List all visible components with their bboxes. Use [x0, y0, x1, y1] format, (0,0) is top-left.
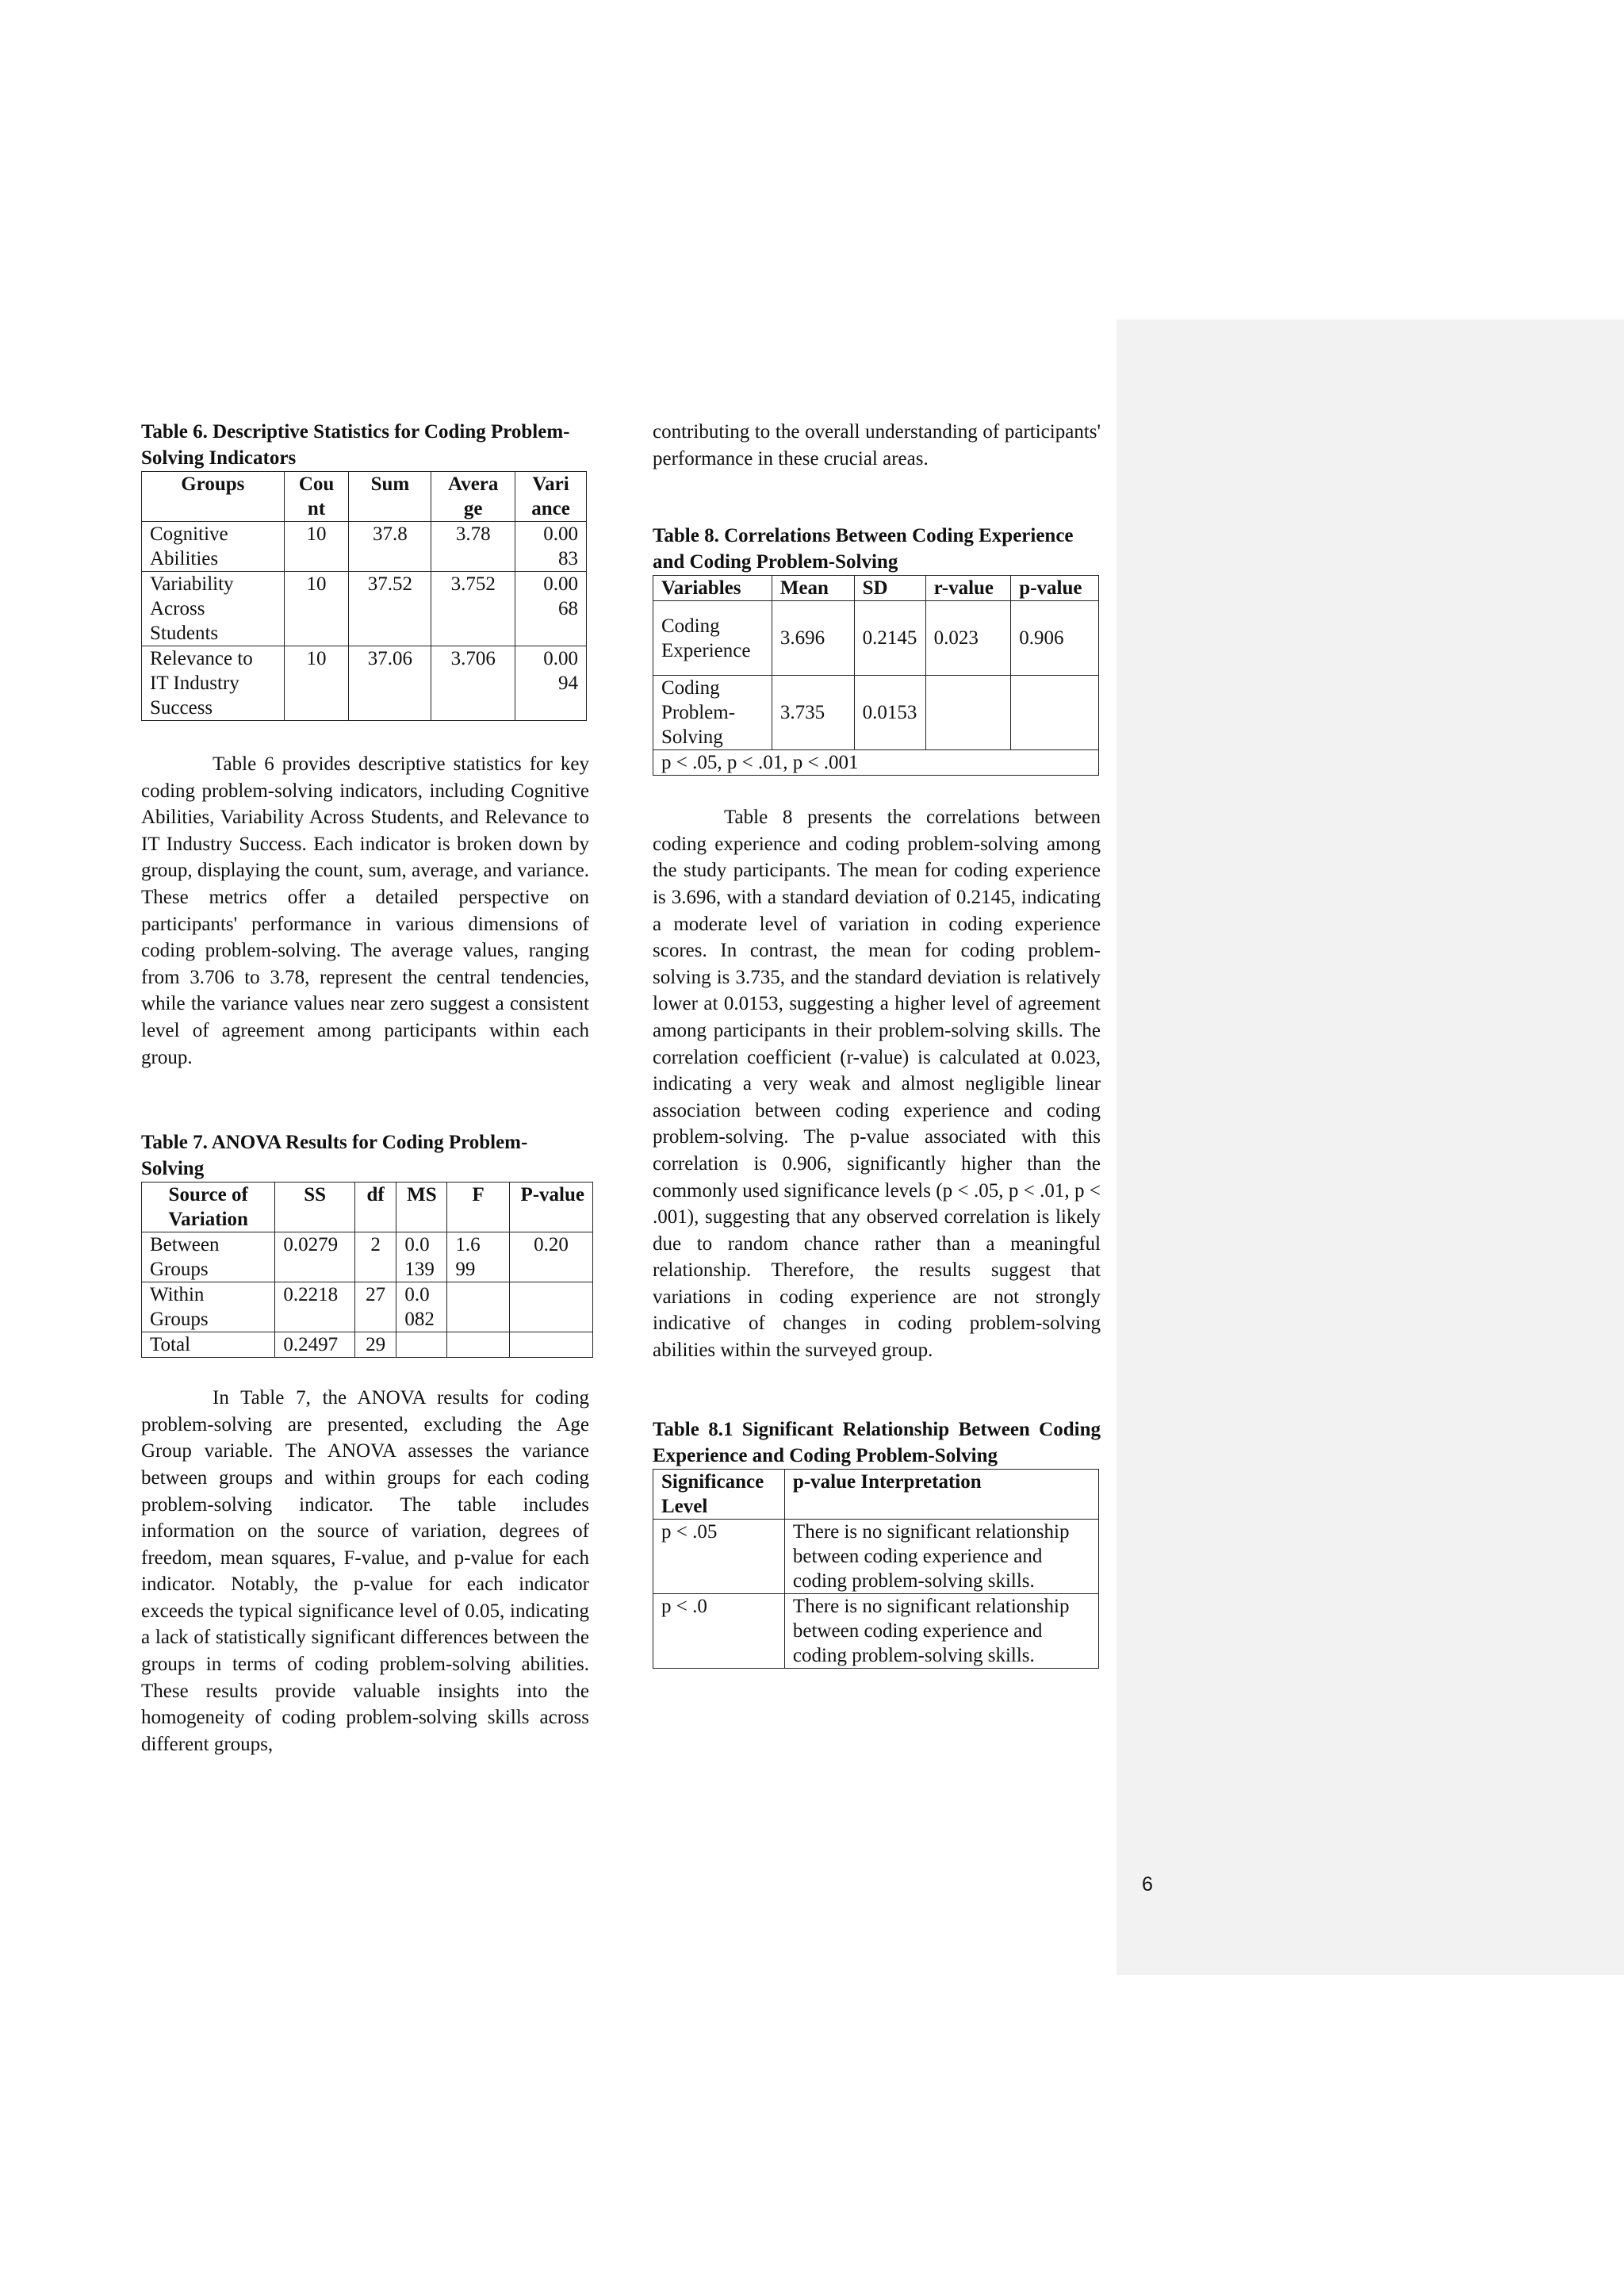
table7-cell: Within Groups — [142, 1282, 275, 1332]
paragraph-table7: In Table 7, the ANOVA results for coding problem-solving are presented, excluding the Age Group variable. The ANOVA assesses the variance between groups and within groups for each coding problem-solving indicator. The table includes information on the source of variation, degrees of freedom, mean squares, F-value, and p-value for each indicator. Notably, the p-value for each indicator exceeds the typical significance level of 0.05, indicating a lack of statistically significant differences between the groups in terms of coding problem-solving abilities. These results provide valuable insights into the homogeneity of coding problem-solving skills across different groups, — [141, 1387, 589, 1755]
table-row — [653, 676, 1099, 750]
table6-cell: Cognitive Abilities — [142, 522, 285, 572]
table-row — [653, 601, 1099, 676]
table6-cell: Relevance to IT Industry Success — [142, 646, 285, 721]
table8-cell: Coding Experience — [653, 601, 772, 676]
table8-cell — [925, 676, 1011, 750]
table7-cell: 0.0279 — [275, 1232, 355, 1282]
table8 — [653, 575, 1099, 776]
table8-cell: 0.023 — [925, 601, 1011, 676]
table7-header: MS — [396, 1182, 447, 1232]
table-row — [653, 1593, 1099, 1668]
table7-caption: Table 7. ANOVA Results for Coding Problem-Solving — [141, 1132, 528, 1180]
paragraph-table6: Table 6 provides descriptive statistics for key coding problem-solving indicators, including Cognitive Abilities, Variability Across Students, and Relevance to IT Industry Success. Each indicator is broken down by group, displaying the count, sum, average, and variance. These metrics offer a detailed perspective on participants' performance in various dimensions of coding problem-solving. The average values, ranging from 3.706 to 3.78, represent the central tendencies, while the variance values near zero suggest a consistent level of agreement among participants within each group. — [141, 753, 589, 1068]
table6-header: Cou nt — [284, 472, 349, 522]
table7-cell: 0.0 139 — [396, 1232, 447, 1282]
right-column — [653, 419, 1101, 1669]
table8-footnote: p < .05, p < .01, p < .001 — [653, 750, 1099, 776]
table7-cell: 1.6 99 — [447, 1232, 510, 1282]
table7-cell: Total — [142, 1332, 275, 1358]
table6-cell: 10 — [284, 572, 349, 646]
table8-caption: Table 8. Correlations Between Coding Experience and Coding Problem-Solving — [653, 525, 1074, 573]
table6-cell: 37.06 — [349, 646, 431, 721]
table-row — [142, 572, 587, 646]
table6-cell: 10 — [284, 646, 349, 721]
table7-cell: 0.20 — [510, 1232, 593, 1282]
table81-cell: p < .05 — [653, 1519, 785, 1593]
table81 — [653, 1469, 1099, 1669]
table6-cell: 0.00 83 — [515, 522, 587, 572]
table6-cell: 3.706 — [431, 646, 515, 721]
table8-cell — [1011, 676, 1099, 750]
table7-cell — [396, 1332, 447, 1358]
table7-cell: 0.2218 — [275, 1282, 355, 1332]
page-number: 6 — [1142, 1873, 1153, 1895]
table8-header: Mean — [772, 576, 854, 601]
table6-caption: Table 6. Descriptive Statistics for Coding Problem-Solving Indicators — [141, 421, 570, 469]
table7-cell: 29 — [354, 1332, 396, 1358]
table8-cell: 3.735 — [772, 676, 854, 750]
table6-header-row — [142, 472, 587, 522]
table81-cell: There is no significant relationship between coding experience and coding problem-solving skills. — [784, 1593, 1098, 1668]
table6-cell: Variability Across Students — [142, 572, 285, 646]
table81-cell: p < .0 — [653, 1593, 785, 1668]
table6-header: Groups — [142, 472, 285, 522]
left-column — [141, 419, 589, 1757]
table7-header: SS — [275, 1182, 355, 1232]
paragraph-continued: contributing to the overall understanding of participants' performance in these crucial areas. — [653, 421, 1101, 470]
table7-cell: 0.2497 — [275, 1332, 355, 1358]
table7-cell: 2 — [354, 1232, 396, 1282]
table7-cell: 27 — [354, 1282, 396, 1332]
table81-header: p-value Interpretation — [784, 1469, 1098, 1519]
table6-cell: 0.00 68 — [515, 572, 587, 646]
table7-cell: Between Groups — [142, 1232, 275, 1282]
paragraph-table8: Table 8 presents the correlations between coding experience and coding problem-solving among the study participants. The mean for coding experience is 3.696, with a standard deviation of 0.2145, indicating a moderate level of variation in coding experience scores. In contrast, the mean for coding problem-solving is 3.735, and the standard deviation is relatively lower at 0.0153, suggesting a higher level of agreement among participants in their problem-solving skills. The correlation coefficient (r-value) is calculated at 0.023, indicating a very weak and almost negligible linear association between coding experience and coding problem-solving. The p-value associated with this correlation is 0.906, significantly higher than the commonly used significance levels (p < .05, p < .01, p < .001), suggesting that any observed correlation is likely due to random chance rather than a meaningful relationship. Therefore, the results suggest that variations in coding experience are not strongly indicative of changes in coding problem-solving abilities within the surveyed group. — [653, 807, 1101, 1362]
table7-cell — [510, 1332, 593, 1358]
table7 — [141, 1182, 593, 1358]
table6-cell: 10 — [284, 522, 349, 572]
table7-cell: 0.0 082 — [396, 1282, 447, 1332]
table7-cell — [447, 1332, 510, 1358]
table8-header: r-value — [925, 576, 1011, 601]
table8-cell: Coding Problem-Solving — [653, 676, 772, 750]
table6-cell: 37.8 — [349, 522, 431, 572]
table6-header: Vari ance — [515, 472, 587, 522]
table7-cell — [447, 1282, 510, 1332]
table6-header: Sum — [349, 472, 431, 522]
table8-cell: 0.906 — [1011, 601, 1099, 676]
table8-cell: 3.696 — [772, 601, 854, 676]
table8-header: Variables — [653, 576, 772, 601]
table-row — [653, 750, 1099, 776]
table6 — [141, 471, 587, 721]
table-row — [653, 1519, 1099, 1593]
table7-header: df — [354, 1182, 396, 1232]
table8-cell: 0.0153 — [854, 676, 925, 750]
table81-caption: Table 8.1 Significant Relationship Between Coding Experience and Coding Problem-Solving — [653, 1418, 1101, 1466]
table7-cell — [510, 1282, 593, 1332]
table-row — [142, 1232, 593, 1282]
table6-cell: 3.752 — [431, 572, 515, 646]
table-row — [142, 646, 587, 721]
table81-cell: There is no significant relationship between coding experience and coding problem-solving skills. — [784, 1519, 1098, 1593]
table8-header: p-value — [1011, 576, 1099, 601]
table7-header-row — [142, 1182, 593, 1232]
table-row — [142, 1332, 593, 1358]
table7-header: P-value — [510, 1182, 593, 1232]
table7-header: F — [447, 1182, 510, 1232]
table8-header: SD — [854, 576, 925, 601]
table6-header: Avera ge — [431, 472, 515, 522]
table6-cell: 3.78 — [431, 522, 515, 572]
table6-cell: 37.52 — [349, 572, 431, 646]
table7-header: Source of Variation — [142, 1182, 275, 1232]
table8-cell: 0.2145 — [854, 601, 925, 676]
table8-header-row — [653, 576, 1099, 601]
table6-cell: 0.00 94 — [515, 646, 587, 721]
comment-pane — [1116, 320, 1624, 1975]
table-row — [142, 522, 587, 572]
table81-header: Significance Level — [653, 1469, 785, 1519]
table-row — [142, 1282, 593, 1332]
table81-header-row — [653, 1469, 1099, 1519]
